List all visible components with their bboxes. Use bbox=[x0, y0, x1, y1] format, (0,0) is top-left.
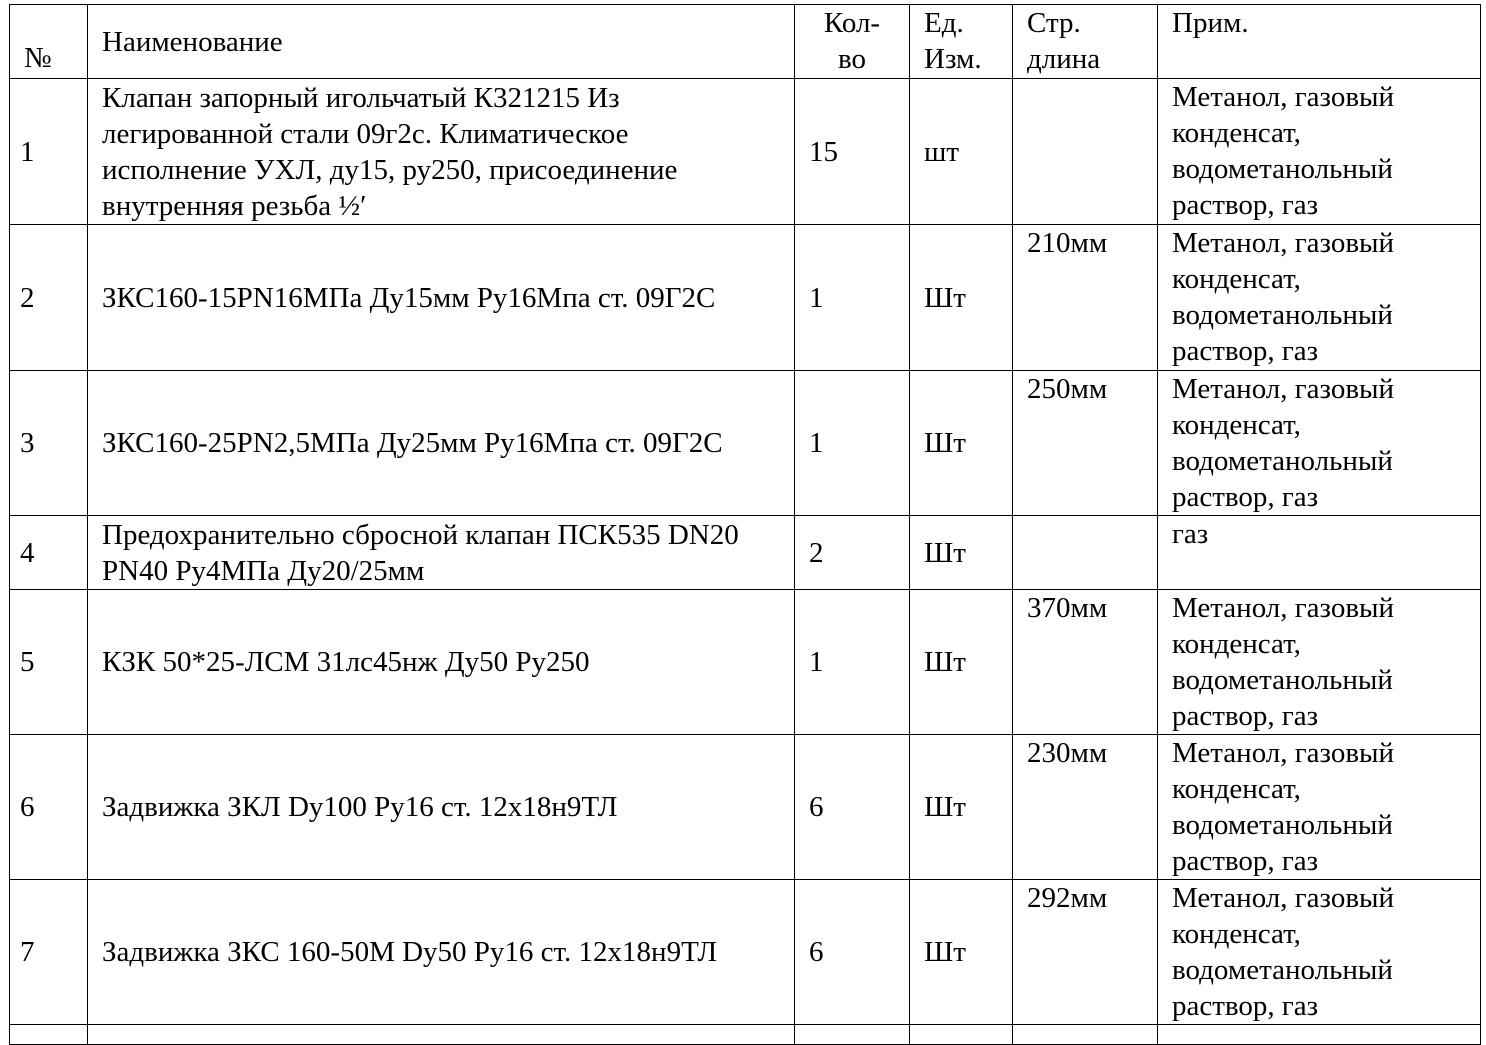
row-length: 370мм bbox=[1013, 590, 1158, 735]
row-num: 5 bbox=[10, 590, 88, 735]
row-num: 7 bbox=[10, 880, 88, 1025]
row-note: Метанол, газовый конденсат, водометанольный раствор, газ bbox=[1158, 79, 1481, 225]
header-note bbox=[1158, 5, 1481, 79]
table-row bbox=[10, 516, 1481, 590]
row-name: Задвижка ЗКС 160-50М Dу50 Ру16 ст. 12х18н9ТЛ bbox=[88, 880, 795, 1025]
header-qty-label-line1: Кол- bbox=[823, 7, 881, 39]
header-length-label-line2: длина bbox=[1027, 43, 1101, 75]
header-unit-label-line2: Изм. bbox=[924, 43, 982, 75]
table-header-row bbox=[10, 5, 1481, 79]
row-unit: Шт bbox=[910, 735, 1013, 880]
row-qty: 1 bbox=[795, 371, 910, 516]
header-unit-label-line1: Ед. bbox=[924, 7, 964, 39]
row-unit: Шт bbox=[910, 880, 1013, 1025]
header-num-label: № bbox=[24, 42, 52, 74]
row-name: КЗК 50*25-ЛСМ 31лс45нж Ду50 Ру250 bbox=[88, 590, 795, 735]
table-row bbox=[10, 79, 1481, 225]
row-qty: 6 bbox=[795, 735, 910, 880]
row-note: газ bbox=[1158, 516, 1481, 590]
row-name: Задвижка ЗКЛ Dу100 Ру16 ст. 12х18н9ТЛ bbox=[88, 735, 795, 880]
row-qty: 15 bbox=[795, 79, 910, 225]
row-num: 2 bbox=[10, 225, 88, 371]
row-length: 210мм bbox=[1013, 225, 1158, 371]
row-length bbox=[1013, 516, 1158, 590]
table-row bbox=[10, 225, 1481, 371]
row-qty: 6 bbox=[795, 880, 910, 1025]
row-length: 292мм bbox=[1013, 880, 1158, 1025]
row-note: Метанол, газовый конденсат, водометанольный раствор, газ bbox=[1158, 225, 1481, 371]
row-name: Предохранительно сбросной клапан ПСК535 DN20 PN40 Ру4МПа Ду20/25мм bbox=[88, 516, 795, 590]
table-row bbox=[10, 371, 1481, 516]
table-row bbox=[10, 735, 1481, 880]
table-row bbox=[10, 880, 1481, 1025]
row-qty: 1 bbox=[795, 225, 910, 371]
row-note: Метанол, газовый конденсат, водометанольный раствор, газ bbox=[1158, 735, 1481, 880]
header-length-label-line1: Стр. bbox=[1027, 7, 1081, 39]
row-num: 6 bbox=[10, 735, 88, 880]
header-length bbox=[1013, 5, 1158, 79]
table-row bbox=[10, 590, 1481, 735]
row-qty: 2 bbox=[795, 516, 910, 590]
header-note-label: Прим. bbox=[1172, 7, 1249, 39]
row-note: Метанол, газовый конденсат, водометанольный раствор, газ bbox=[1158, 371, 1481, 516]
row-unit: Шт bbox=[910, 225, 1013, 371]
row-note: Метанол, газовый конденсат, водометанольный раствор, газ bbox=[1158, 880, 1481, 1025]
row-num: 3 bbox=[10, 371, 88, 516]
row-name: Клапан запорный игольчатый К321215 Из легированной стали 09г2с. Климатическое исполнение УХЛ, ду15, ру250, присоединение внутренняя резьба ½′ bbox=[88, 79, 795, 225]
row-length: 230мм bbox=[1013, 735, 1158, 880]
header-name-label: Наименование bbox=[102, 25, 283, 58]
row-num: 1 bbox=[10, 79, 88, 225]
row-unit: Шт bbox=[910, 371, 1013, 516]
row-name: ЗКС160-25PN2,5МПа Ду25мм Ру16Мпа ст. 09Г2С bbox=[88, 371, 795, 516]
row-note: Метанол, газовый конденсат, водометанольный раствор, газ bbox=[1158, 590, 1481, 735]
row-length bbox=[1013, 79, 1158, 225]
equipment-table bbox=[9, 4, 1481, 1045]
header-qty bbox=[795, 5, 910, 79]
header-name bbox=[88, 5, 795, 79]
row-unit: Шт bbox=[910, 516, 1013, 590]
row-unit: шт bbox=[910, 79, 1013, 225]
row-qty: 1 bbox=[795, 590, 910, 735]
row-unit: Шт bbox=[910, 590, 1013, 735]
header-unit bbox=[910, 5, 1013, 79]
header-qty-label-line2: во bbox=[838, 43, 866, 75]
row-length: 250мм bbox=[1013, 371, 1158, 516]
row-name: ЗКС160-15PN16МПа Ду15мм Ру16Мпа ст. 09Г2С bbox=[88, 225, 795, 371]
header-num bbox=[10, 5, 88, 79]
row-num: 4 bbox=[10, 516, 88, 590]
